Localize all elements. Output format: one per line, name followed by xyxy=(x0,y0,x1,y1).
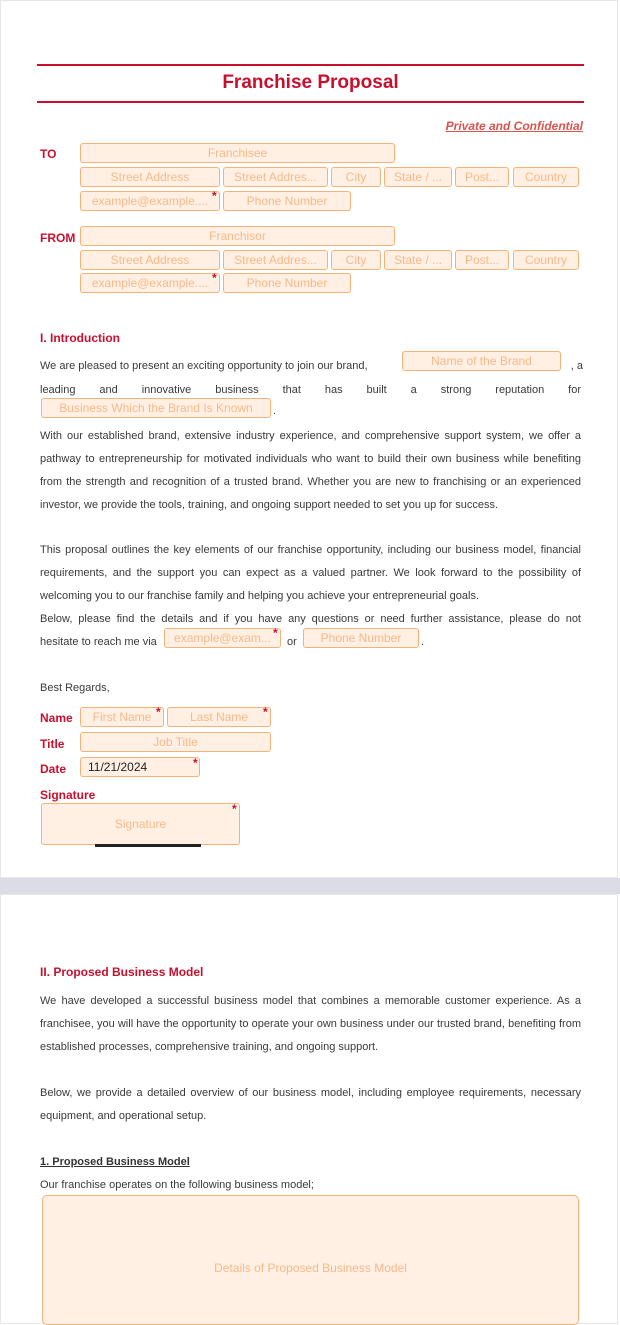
from-street-address-input[interactable]: Street Address xyxy=(80,250,220,270)
franchisee-name-input[interactable]: Franchisee xyxy=(80,143,395,163)
date-input[interactable]: 11/21/2024 xyxy=(80,757,200,777)
brand-name-input[interactable]: Name of the Brand xyxy=(402,351,561,371)
best-regards-text: Best Regards, xyxy=(40,682,110,694)
from-state-input[interactable]: State / ... xyxy=(384,250,452,270)
date-label: Date xyxy=(40,762,67,776)
business-model-paragraph-1: We have developed a successful business model that combines a memorable customer experience. As a franchisee, you will have the opportunity to operate your own business under our trusted brand, benefiting from established processes, comprehensive training, and ongoing support. xyxy=(40,995,581,1053)
section-heading-business-model: II. Proposed Business Model xyxy=(40,965,204,979)
first-name-input[interactable]: First Name xyxy=(80,707,164,727)
signature-label: Signature xyxy=(40,788,96,802)
to-state-input[interactable]: State / ... xyxy=(384,167,452,187)
required-marker: * xyxy=(156,705,161,719)
subsection-intro-text: Our franchise operates on the following business model; xyxy=(40,1179,314,1191)
subsection-heading: 1. Proposed Business Model xyxy=(40,1156,190,1168)
to-street-address2-input[interactable]: Street Addres... xyxy=(223,167,328,187)
to-city-input[interactable]: City xyxy=(331,167,381,187)
to-phone-input[interactable]: Phone Number xyxy=(223,191,351,211)
intro-paragraph-4: Below, please find the details and if you have any questions or need further assistance, please do not xyxy=(40,613,581,625)
job-title-input[interactable]: Job Title xyxy=(80,732,271,752)
or-text: or xyxy=(287,636,297,648)
required-marker: * xyxy=(232,802,237,816)
intro-line2: leading and innovative business that has built a strong reputation for xyxy=(40,384,581,396)
last-name-input[interactable]: Last Name xyxy=(167,707,271,727)
intro-line1: We are pleased to present an exciting opportunity to join our brand, xyxy=(40,360,368,372)
franchisor-name-input[interactable]: Franchisor xyxy=(80,226,395,246)
title-bottom-rule xyxy=(37,101,584,103)
required-marker: * xyxy=(212,271,217,285)
intro-line1-end: , a xyxy=(570,360,583,372)
to-email-input[interactable]: example@example.... xyxy=(80,191,220,211)
confidential-label: Private and Confidential xyxy=(445,119,583,133)
section-heading-introduction: I. Introduction xyxy=(40,331,120,345)
page-title: Franchise Proposal xyxy=(222,72,399,93)
to-label: TO xyxy=(40,147,57,161)
contact-phone-input[interactable]: Phone Number xyxy=(303,628,419,648)
signature-baseline xyxy=(95,844,201,847)
to-country-input[interactable]: Country xyxy=(513,167,579,187)
from-postal-input[interactable]: Post... xyxy=(455,250,509,270)
title-label: Title xyxy=(40,737,65,751)
contact-email-input[interactable]: example@exam... xyxy=(164,628,281,648)
business-model-paragraph-2: Below, we provide a detailed overview of our business model, including employee requirements, necessary equipment, and operational setup. xyxy=(40,1087,581,1122)
required-marker: * xyxy=(273,626,278,640)
intro-paragraph-2: With our established brand, extensive industry experience, and comprehensive support system, we offer a pathway to entrepreneurship for motivated individuals who want to build their own business while benefiting from the strength and recognition of a trusted brand. Whether you are new to franchising or an experienced investor, we provide the tools, training, and ongoing support needed to set you up for success. xyxy=(40,430,581,511)
intro-line3-period: . xyxy=(273,405,277,417)
from-label: FROM xyxy=(40,231,76,245)
title-top-rule xyxy=(37,64,584,66)
required-marker: * xyxy=(193,756,198,770)
from-country-input[interactable]: Country xyxy=(513,250,579,270)
required-marker: * xyxy=(263,705,268,719)
to-street-address-input[interactable]: Street Address xyxy=(80,167,220,187)
name-label: Name xyxy=(40,711,73,725)
intro-paragraph-4-end: hesitate to reach me via xyxy=(40,636,157,648)
from-city-input[interactable]: City xyxy=(331,250,381,270)
business-model-details-textarea[interactable]: Details of Proposed Business Model xyxy=(42,1195,579,1325)
page-separator xyxy=(0,878,620,894)
to-postal-input[interactable]: Post... xyxy=(455,167,509,187)
required-marker: * xyxy=(212,189,217,203)
intro-paragraph-3: This proposal outlines the key elements of our franchise opportunity, including our business model, financial requirements, and the support you can expect as a valued partner. We look forward to the possibility of welcoming you to our franchise family and helping you achieve your entrepreneurial goals. xyxy=(40,544,581,602)
signature-pad[interactable]: Signature xyxy=(41,803,240,845)
from-email-input[interactable]: example@example.... xyxy=(80,273,220,293)
brand-known-for-input[interactable]: Business Which the Brand Is Known xyxy=(41,398,271,418)
final-period: . xyxy=(421,636,425,648)
from-street-address2-input[interactable]: Street Addres... xyxy=(223,250,328,270)
from-phone-input[interactable]: Phone Number xyxy=(223,273,351,293)
